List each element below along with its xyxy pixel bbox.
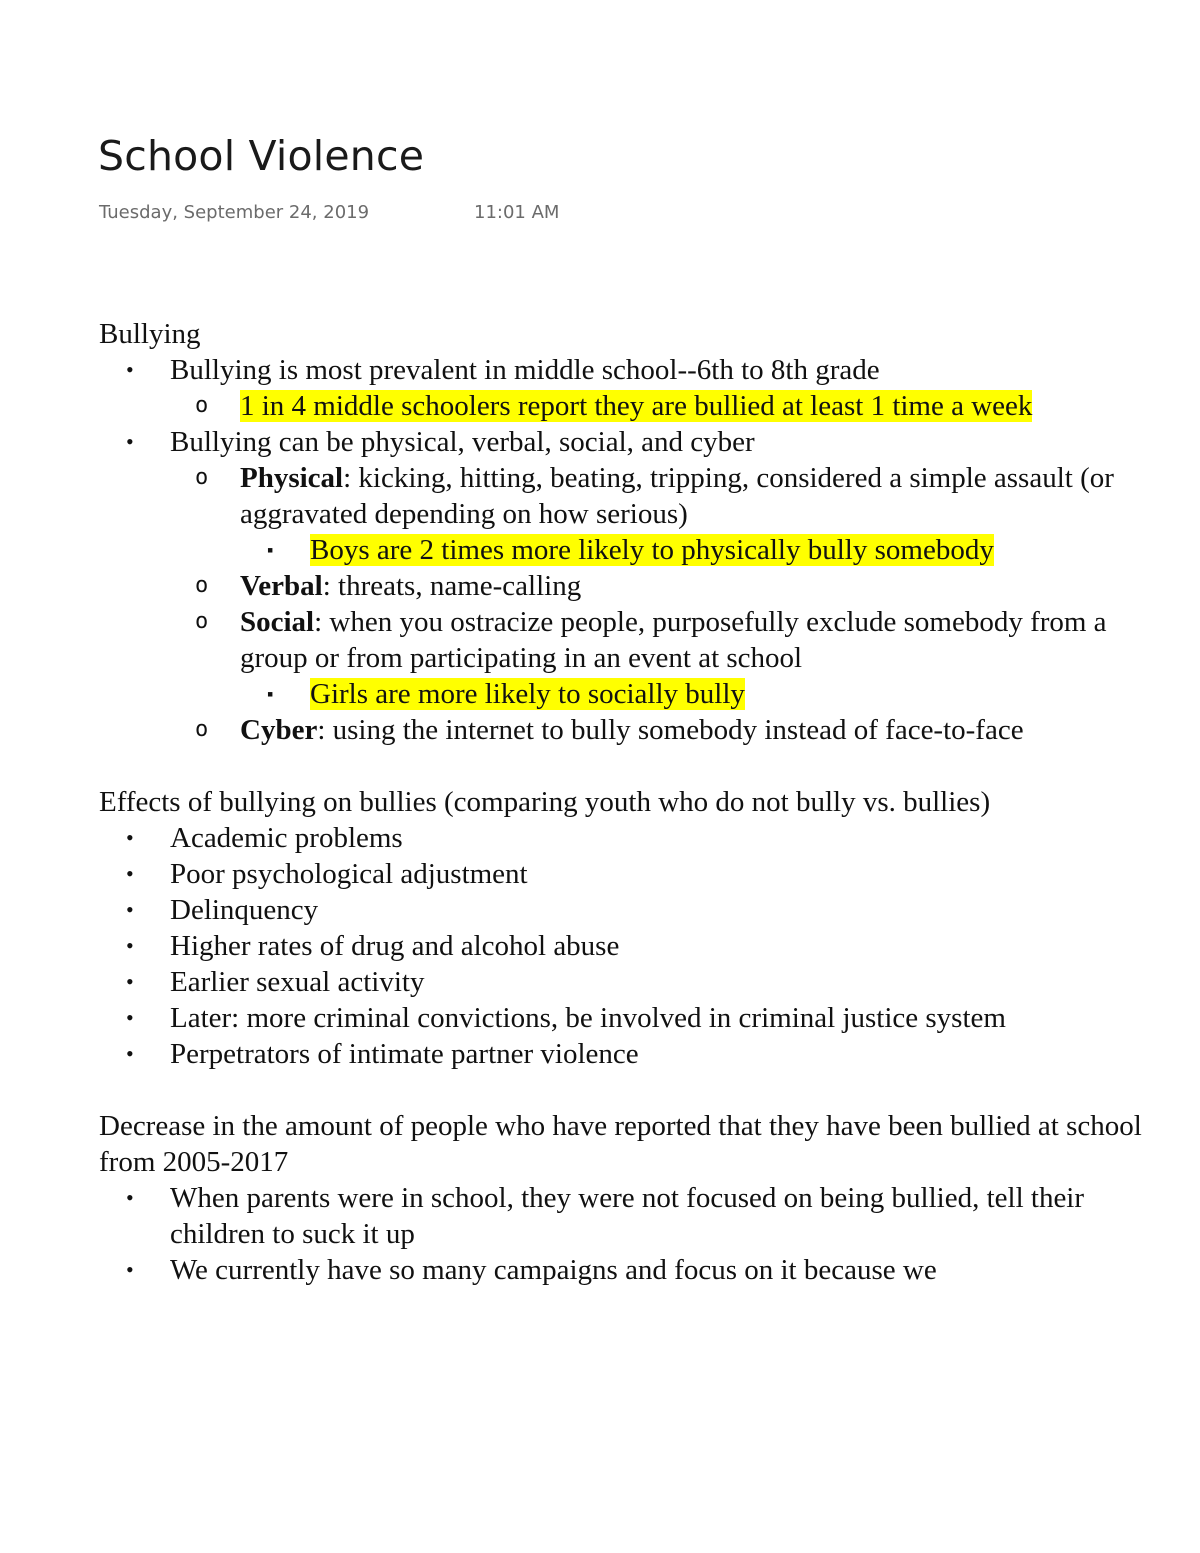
list-item — [99, 352, 1159, 388]
list-item-text: Perpetrators of intimate partner violence — [170, 1038, 639, 1070]
list-item-verbal — [99, 568, 1159, 604]
circle-marker: o — [195, 573, 209, 598]
highlighted-text: Girls are more likely to socially bully — [310, 678, 745, 710]
list-item-text: When parents were in school, they were not focused on being bullied, tell their children to suck it up — [170, 1182, 1085, 1250]
list-item-text: Higher rates of drug and alcohol abuse — [170, 930, 620, 962]
bullet-marker: • — [126, 897, 134, 922]
term-verbal: Verbal — [240, 570, 323, 602]
list-item-text: Bullying can be physical, verbal, social, and cyber — [170, 426, 755, 458]
bullet-marker: • — [126, 825, 134, 850]
bullet-marker: • — [126, 1041, 134, 1066]
spacer — [99, 1072, 1159, 1108]
list-item-social — [99, 604, 1159, 676]
list-item — [99, 892, 1159, 928]
definition-verbal: : threats, name-calling — [322, 570, 582, 602]
square-marker: ▪ — [267, 684, 274, 704]
definition-social: : when you ostracize people, purposefully exclude somebody from a group or from participating in an event at school — [240, 606, 1107, 674]
circle-marker: o — [195, 717, 209, 742]
note-date: Tuesday, September 24, 2019 — [99, 202, 370, 223]
bullet-marker: • — [126, 861, 134, 886]
list-item-text: Later: more criminal convictions, be involved in criminal justice system — [170, 1002, 1006, 1034]
list-item — [99, 1036, 1159, 1072]
circle-marker: o — [195, 393, 209, 418]
note-meta — [99, 202, 560, 223]
square-marker: ▪ — [267, 540, 274, 560]
highlighted-text: Boys are 2 times more likely to physically bully somebody — [310, 534, 994, 566]
circle-marker: o — [195, 465, 209, 490]
bullet-marker: • — [126, 357, 134, 382]
list-item — [99, 1000, 1159, 1036]
definition-physical: : kicking, hitting, beating, tripping, considered a simple assault (or aggravated depending on how serious) — [240, 462, 1114, 530]
list-item — [99, 532, 1159, 568]
list-item — [99, 1180, 1159, 1252]
list-item-text: Earlier sexual activity — [170, 966, 425, 998]
list-item — [99, 424, 1159, 460]
list-item-text: Academic problems — [170, 822, 403, 854]
spacer — [99, 748, 1159, 784]
list-item-text: Delinquency — [170, 894, 319, 926]
list-item — [99, 964, 1159, 1000]
bullet-marker: • — [126, 933, 134, 958]
list-item-text: We currently have so many campaigns and focus on it because we — [170, 1254, 937, 1286]
bullet-marker: • — [126, 969, 134, 994]
list-item — [99, 820, 1159, 856]
list-item-physical — [99, 460, 1159, 532]
list-item — [99, 388, 1159, 424]
note-time: 11:01 AM — [474, 202, 560, 223]
circle-marker: o — [195, 609, 209, 634]
highlighted-text: 1 in 4 middle schoolers report they are bullied at least 1 time a week — [240, 390, 1033, 422]
effects-list — [99, 820, 1159, 1072]
list-item — [99, 928, 1159, 964]
bullet-marker: • — [126, 1005, 134, 1030]
list-item-text: Poor psychological adjustment — [170, 858, 528, 890]
section-heading-decrease: Decrease in the amount of people who have reported that they have been bullied at school from 2005-2017 — [99, 1110, 1142, 1178]
note-body — [99, 316, 1159, 1434]
page-title: School Violence — [98, 132, 425, 180]
term-social: Social — [240, 606, 315, 638]
decrease-list — [99, 1180, 1159, 1288]
list-item-cyber — [99, 712, 1159, 748]
list-item — [99, 1252, 1159, 1288]
list-item — [99, 856, 1159, 892]
list-item — [99, 676, 1159, 712]
list-item-text: Bullying is most prevalent in middle school--6th to 8th grade — [170, 354, 880, 386]
section-heading-effects: Effects of bullying on bullies (comparing youth who do not bully vs. bullies) — [99, 786, 991, 818]
term-physical: Physical — [240, 462, 344, 494]
bullying-list — [99, 352, 1159, 748]
section-heading-bullying: Bullying — [99, 318, 201, 350]
bullet-marker: • — [126, 429, 134, 454]
bullet-marker: • — [126, 1257, 134, 1282]
bullet-marker: • — [126, 1185, 134, 1210]
definition-cyber: : using the internet to bully somebody instead of face-to-face — [317, 714, 1024, 746]
term-cyber: Cyber — [240, 714, 318, 746]
